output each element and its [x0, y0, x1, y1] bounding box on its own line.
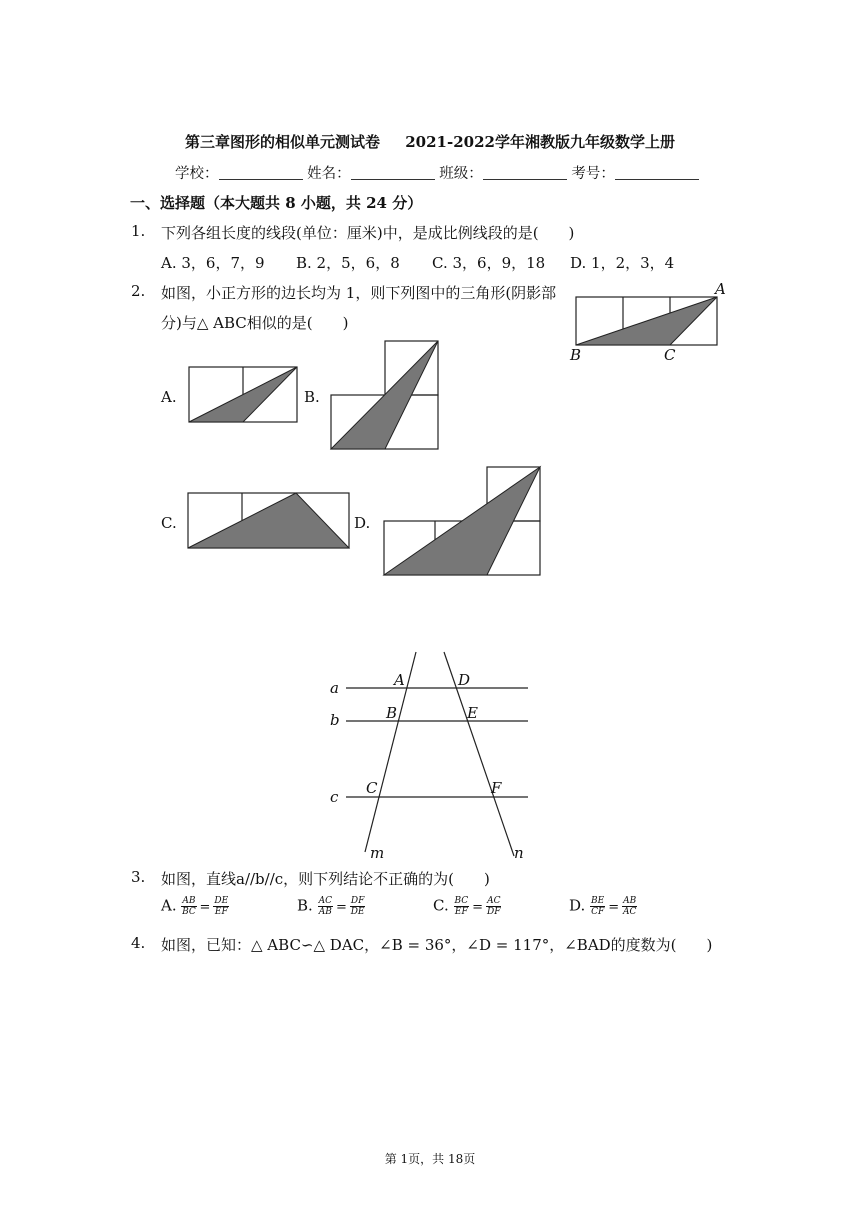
- name-label: 姓名：: [307, 166, 351, 182]
- q2-option-d-figure: [383, 466, 545, 578]
- q2-option-c: C.: [161, 514, 177, 532]
- label-m: m: [370, 844, 385, 862]
- numerator: DE: [214, 896, 229, 906]
- fraction: [350, 896, 365, 917]
- class-label: 班级：: [439, 166, 483, 182]
- numerator: AB: [182, 896, 196, 906]
- q3-option-a-label: A.: [161, 896, 177, 915]
- numerator: AB: [623, 896, 637, 906]
- label-point-e: E: [467, 704, 478, 722]
- denominator: DF: [487, 907, 501, 917]
- q2-number: 2.: [131, 282, 146, 300]
- q4-number: 4.: [131, 934, 146, 952]
- q2-option-b: B.: [304, 388, 320, 406]
- school-label: 学校：: [175, 166, 219, 182]
- label-c: c: [330, 788, 339, 806]
- equals-sign: =: [199, 899, 211, 915]
- q3-option-d-label: D.: [569, 896, 586, 915]
- student-info-line: [175, 162, 699, 183]
- q3-option-a: [161, 896, 229, 917]
- label-c: C: [664, 346, 676, 364]
- fraction: [486, 896, 501, 917]
- label-point-b: B: [386, 704, 398, 722]
- line-n: [444, 652, 514, 856]
- label-point-c: C: [366, 779, 378, 797]
- q3-option-d: [569, 896, 637, 917]
- label-a: a: [330, 679, 339, 697]
- page-title: [0, 131, 860, 152]
- q4-text: 如图，已知：△ ABC∽△ DAC，∠B = 36°，∠D = 117°，∠BAD的度数为( ): [161, 936, 713, 954]
- title-right: 2021-2022学年湘教版九年级数学上册: [405, 133, 675, 151]
- fraction: [454, 896, 470, 917]
- q3-option-b: [297, 896, 365, 917]
- q1-option-c: C. 3，6，9，18: [432, 254, 546, 272]
- school-blank[interactable]: [219, 165, 303, 180]
- denominator: AC: [623, 907, 637, 917]
- q3-parallel-lines-figure: [326, 652, 536, 864]
- q1-option-a: A. 3，6，7，9: [161, 254, 265, 272]
- section-heading: 一、选择题（本大题共 8 小题，共 24 分）: [130, 194, 423, 212]
- denominator: EF: [214, 907, 228, 917]
- q2-option-d: D.: [354, 514, 371, 532]
- numerator: BE: [591, 896, 605, 906]
- q2-option-c-figure: [187, 492, 351, 552]
- fraction: [213, 896, 229, 917]
- fraction: [622, 896, 637, 917]
- label-point-d: D: [458, 671, 471, 689]
- q1-number: 1.: [131, 222, 146, 240]
- numerator: DF: [350, 896, 365, 906]
- numerator: AC: [318, 896, 332, 906]
- label-point-f: F: [491, 779, 502, 797]
- q1-text: 下列各组长度的线段(单位：厘米)中，是成比例线段的是( ): [161, 224, 575, 242]
- q2-option-a: A.: [161, 388, 177, 406]
- label-b: B: [570, 346, 582, 364]
- q1-option-d: D. 1，2，3，4: [570, 254, 675, 272]
- class-blank[interactable]: [483, 165, 567, 180]
- label-point-a: A: [394, 671, 405, 689]
- q2-text-line2: 分)与△ ABC相似的是( ): [161, 314, 349, 332]
- q3-option-c-label: C.: [433, 896, 449, 915]
- label-a: A: [715, 280, 726, 298]
- equals-sign: =: [472, 899, 484, 915]
- q2-text-line1: 如图，小正方形的边长均为 1，则下列图中的三角形(阴影部: [161, 284, 557, 302]
- denominator: BC: [182, 907, 196, 917]
- page-footer: 第 1页，共 18页: [384, 1152, 476, 1166]
- q3-option-c: [433, 896, 501, 917]
- exam-no-blank[interactable]: [615, 165, 699, 180]
- triangle-abc: [576, 297, 717, 345]
- name-blank[interactable]: [351, 165, 435, 180]
- q1-option-b: B. 2，5，6，8: [296, 254, 400, 272]
- equals-sign: =: [608, 899, 620, 915]
- label-b: b: [330, 711, 340, 729]
- exam-no-label: 考号：: [571, 166, 615, 182]
- fraction: [590, 896, 605, 917]
- q3-option-b-label: B.: [297, 896, 313, 915]
- denominator: AB: [318, 907, 332, 917]
- q2-option-b-figure: [330, 340, 442, 452]
- q3-number: 3.: [131, 868, 146, 886]
- fraction: [318, 896, 333, 917]
- denominator: DE: [350, 907, 365, 917]
- denominator: CF: [591, 907, 605, 917]
- shaded-triangle: [188, 493, 349, 548]
- fraction: [181, 896, 196, 917]
- numerator: AC: [487, 896, 501, 906]
- label-n: n: [514, 844, 524, 862]
- equals-sign: =: [335, 899, 347, 915]
- numerator: BC: [454, 896, 469, 906]
- denominator: EF: [454, 907, 468, 917]
- q2-reference-figure: [560, 280, 740, 370]
- title-left: 第三章图形的相似单元测试卷: [185, 133, 381, 151]
- line-m: [365, 652, 416, 852]
- q3-text: 如图，直线a//b//c，则下列结论不正确的为( ): [161, 870, 490, 888]
- q2-option-a-figure: [188, 366, 300, 426]
